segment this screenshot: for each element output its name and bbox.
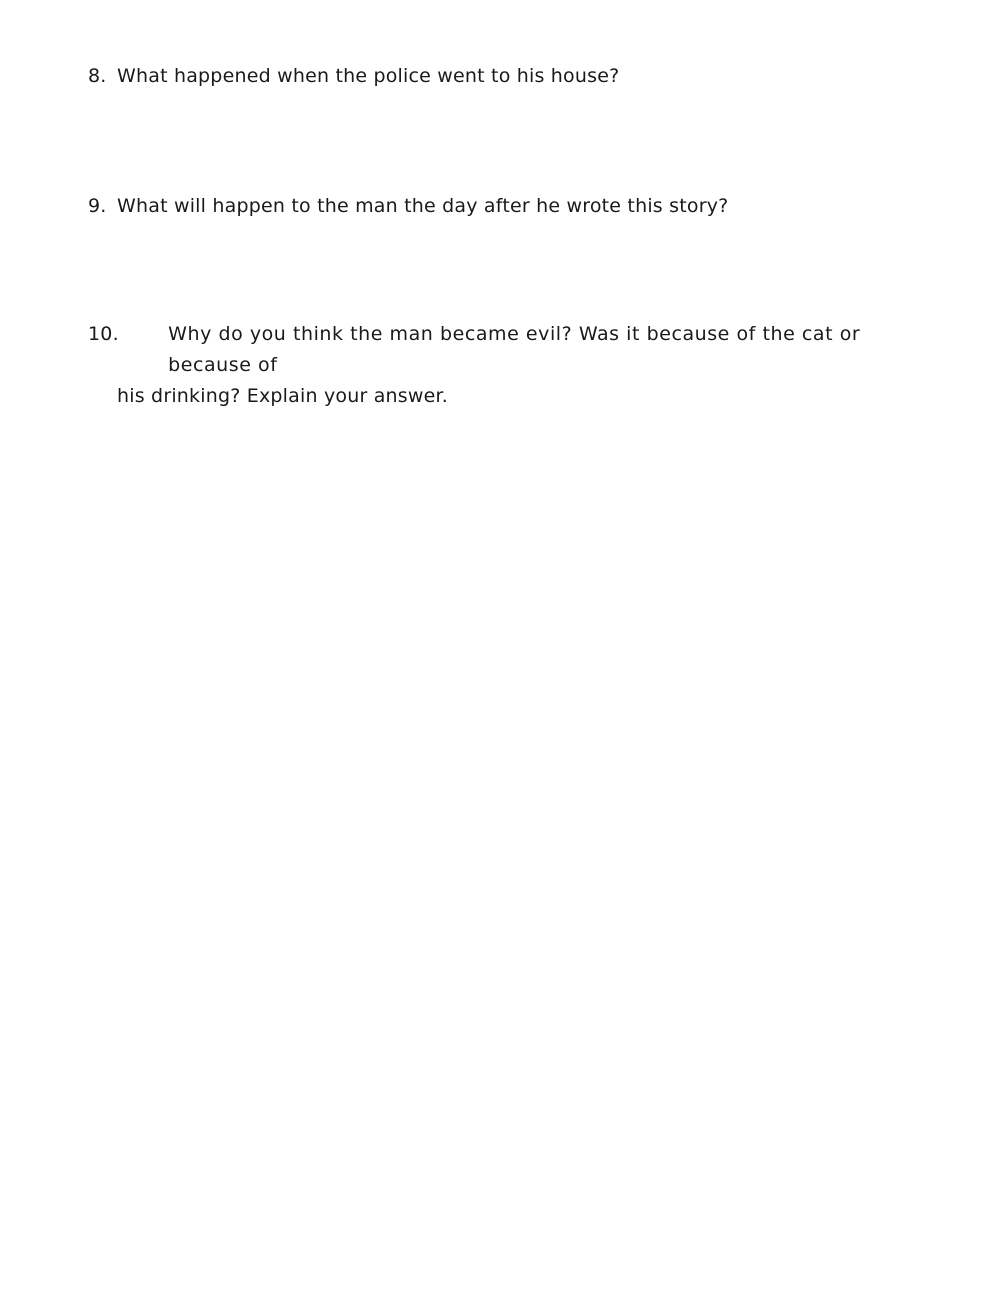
question-text-line-1: Why do you think the man became evil? Was it because of the cat or because of <box>168 323 861 376</box>
question-text-line-2: his drinking? Explain your answer. <box>117 385 449 407</box>
question-number: 8. <box>88 65 107 87</box>
question-text: What happened when the police went to his house? <box>117 65 620 87</box>
question-8 <box>88 61 930 92</box>
question-number: 10. <box>88 323 119 345</box>
question-10 <box>88 319 930 412</box>
question-number: 9. <box>88 195 107 217</box>
question-text: What will happen to the man the day after he wrote this story? <box>117 195 729 217</box>
question-9 <box>88 191 930 222</box>
